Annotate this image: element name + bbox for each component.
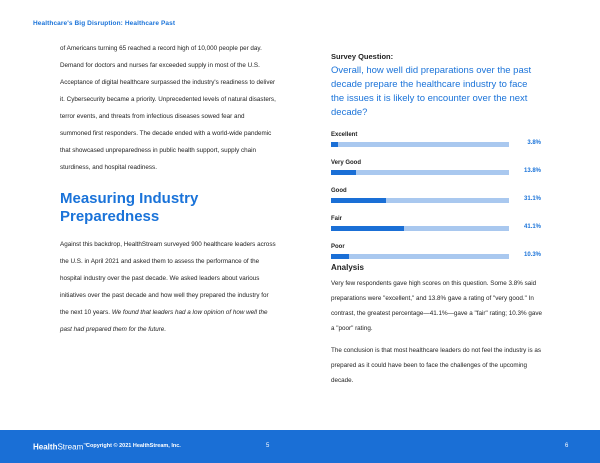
bar-category-label: Good (331, 188, 347, 194)
right-column (331, 52, 541, 272)
bar-row-good (331, 188, 541, 216)
bar-fill (331, 142, 338, 147)
bar-fill (331, 226, 404, 231)
survey-description-italic: We found that leaders had a low opinion of how well the past had prepared them for the future. (60, 309, 268, 333)
bar-category-label: Very Good (331, 160, 362, 166)
page-number-left: 5 (266, 443, 270, 449)
left-column (60, 40, 276, 346)
analysis-heading: Analysis (331, 263, 364, 272)
bar-track (331, 226, 509, 231)
analysis-section (331, 263, 543, 395)
bar-row-excellent (331, 132, 541, 160)
logo-trademark: ™ (83, 442, 88, 447)
bar-value-label: 31.1% (523, 196, 541, 202)
bar-fill (331, 254, 349, 259)
logo-bold: Health (33, 442, 58, 452)
healthstream-logo (33, 442, 87, 452)
bar-category-label: Fair (331, 216, 343, 222)
survey-description (60, 236, 276, 338)
bar-value-label: 3.8% (527, 140, 541, 146)
bar-value-label: 13.8% (523, 168, 541, 174)
bar-fill (331, 198, 386, 203)
bar-track (331, 198, 509, 203)
analysis-paragraph-2: The conclusion is that most healthcare leaders do not feel the industry is as prepared as it could have been to face the challenges of the upcoming decade. (331, 347, 542, 384)
survey-description-paragraph (60, 236, 276, 338)
intro-paragraph: of Americans turning 65 reached a record high of 10,000 people per day. Demand for doctors and nurses far exceeded supply in most of the U.S. Acceptance of digital healthcare surpassed the industry's readiness to deliver it. Cybersecurity became a priority. Unprecedented levels of natural disasters, terror events, and threats from infectious diseases sowed fear and summoned first responders. The decade ended with a world-wide pandemic that showcased unpreparedness in public health support, supply chain sturdiness, and hospital readiness. (60, 45, 276, 171)
page-number-right: 6 (565, 443, 569, 449)
survey-description-plain: Against this backdrop, HealthStream surveyed 900 healthcare leaders across the U.S. in April 2021 and asked them to assess the performance of the hospital industry over the past decade. We asked leaders about various initiatives over the past decade and how well they prepared the industry for the next 10 years. (60, 241, 276, 316)
preparedness-bar-chart (331, 132, 541, 272)
section-heading: Measuring Industry Preparedness (60, 190, 199, 225)
intro-text (60, 40, 276, 176)
bar-category-label: Poor (331, 244, 345, 250)
copyright-text: Copyright © 2021 HealthStream, Inc. (86, 443, 181, 449)
bar-track (331, 254, 509, 259)
bar-category-label: Excellent (331, 132, 358, 138)
bar-track (331, 142, 509, 147)
survey-question-text: Overall, how well did preparations over the past decade prepare the healthcare industry to face the issues it is likely to encounter over the next decade? (331, 65, 532, 118)
bar-track (331, 170, 509, 175)
footer-bar (0, 430, 600, 463)
analysis-text (331, 276, 543, 388)
bar-row-very-good (331, 160, 541, 188)
survey-question-label: Survey Question: (331, 52, 394, 61)
bar-value-label: 10.3% (523, 252, 541, 258)
analysis-paragraph-1: Very few respondents gave high scores on this question. Some 3.8% said preparations were "excellent," and 13.8% gave a rating of "very good." In contrast, the greatest percentage—41.1%—gave a "fair" rating; 10.3% gave a "poor" rating. (331, 280, 542, 332)
bar-row-fair (331, 216, 541, 244)
bar-fill (331, 170, 356, 175)
logo-rest: Stream (57, 442, 84, 452)
running-header: Healthcare's Big Disruption: Healthcare Past (33, 20, 176, 27)
bar-value-label: 41.1% (523, 224, 541, 230)
